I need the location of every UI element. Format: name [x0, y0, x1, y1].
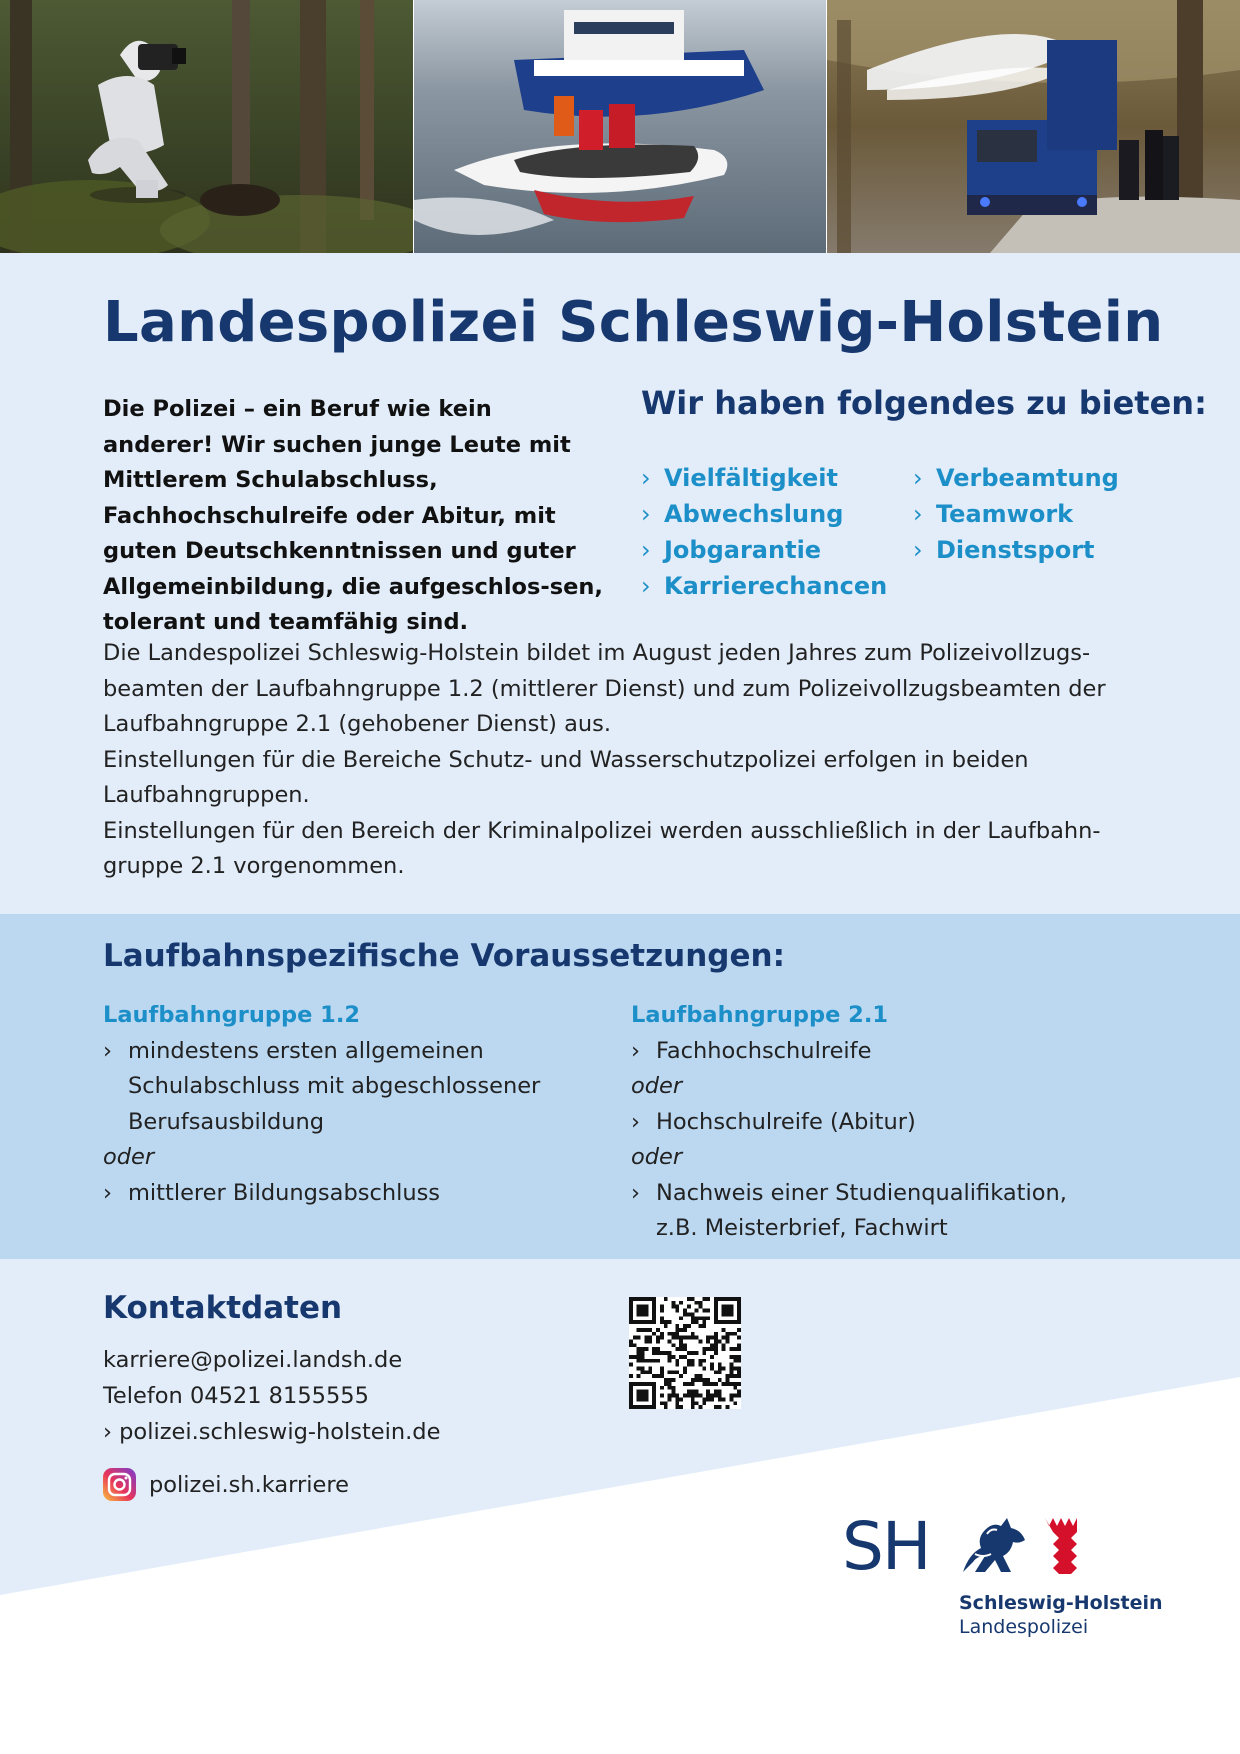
- instagram-icon: [103, 1468, 136, 1501]
- page-title: Landespolizei Schleswig-Holstein: [103, 290, 1164, 355]
- offer-item: › Vielfältigkeit: [641, 460, 887, 496]
- requirement-item: › Fachhochschulreife: [631, 1034, 1101, 1070]
- chevron-right-icon: ›: [913, 464, 923, 492]
- chevron-right-icon: ›: [913, 536, 923, 564]
- header-photo-strip: [0, 0, 1240, 253]
- phone-number: Telefon 04521 8155555: [103, 1383, 369, 1409]
- offer-title: Wir haben folgendes zu bieten:: [641, 384, 1207, 422]
- water-cannon-vehicle-photo: [826, 0, 1240, 253]
- body-paragraph: Einstellungen für den Bereich der Kriminalpolizei werden ausschließlich in der Laufbahn-gruppe 2.1 vorgenommen.: [103, 817, 1101, 879]
- instagram-link[interactable]: [103, 1468, 349, 1501]
- body-paragraph: Die Landespolizei Schleswig-Holstein bildet im August jeden Jahres zum Polizeivollzugs-beamten der Laufbahngruppe 1.2 (mittlerer Dienst) und zum Polizeivollzugsbeamten der Laufbahngruppe 2.1 (gehobener Dienst) aus.: [103, 640, 1106, 737]
- website-link[interactable]: › polizei.schleswig-holstein.de: [103, 1419, 441, 1445]
- contact-section: [0, 1259, 1240, 1754]
- contact-title: Kontaktdaten: [103, 1290, 343, 1326]
- chevron-right-icon: ›: [103, 1179, 112, 1206]
- requirement-item: › Hochschulreife (Abitur): [631, 1105, 1101, 1141]
- chevron-right-icon: ›: [641, 500, 651, 528]
- chevron-right-icon: ›: [631, 1108, 640, 1135]
- group-heading: Laufbahngruppe 1.2: [103, 1002, 361, 1028]
- group-heading: Laufbahngruppe 2.1: [631, 1002, 889, 1028]
- offer-list-left: [641, 460, 887, 604]
- logo-subtitle: Landespolizei: [959, 1616, 1089, 1638]
- requirements-group-1: [103, 998, 573, 1211]
- chevron-right-icon: ›: [641, 536, 651, 564]
- requirements-group-2: [631, 998, 1101, 1247]
- sh-landespolizei-logo: [842, 1508, 1163, 1642]
- oder-label: oder: [631, 1073, 683, 1099]
- offer-item: › Abwechslung: [641, 496, 887, 532]
- chevron-right-icon: ›: [641, 464, 651, 492]
- offer-list-right: [913, 460, 1119, 568]
- requirements-title: Laufbahnspezifische Voraussetzungen:: [103, 938, 785, 974]
- qr-code[interactable]: [629, 1297, 741, 1409]
- chevron-right-icon: ›: [103, 1037, 112, 1064]
- police-boat-photo: [413, 0, 827, 253]
- offer-item: › Verbeamtung: [913, 460, 1119, 496]
- chevron-right-icon: ›: [631, 1037, 640, 1064]
- offer-item: › Teamwork: [913, 496, 1119, 532]
- forensic-investigator-photo: [0, 0, 413, 253]
- chevron-right-icon: ›: [913, 500, 923, 528]
- offer-item: › Dienstsport: [913, 532, 1119, 568]
- oder-label: oder: [631, 1144, 683, 1170]
- chevron-right-icon: ›: [631, 1179, 640, 1206]
- requirement-item: › mittlerer Bildungsabschluss: [103, 1176, 573, 1212]
- oder-label: oder: [103, 1144, 155, 1170]
- email-link[interactable]: karriere@polizei.landsh.de: [103, 1347, 403, 1373]
- offer-item: › Karrierechancen: [641, 568, 887, 604]
- offer-item: › Jobgarantie: [641, 532, 887, 568]
- body-paragraph: Einstellungen für die Bereiche Schutz- und Wasserschutzpolizei erfolgen in beiden Laufbahngruppen.: [103, 746, 1029, 808]
- chevron-right-icon: ›: [641, 572, 651, 600]
- logo-sh-mark: SH: [842, 1508, 930, 1585]
- body-text: [103, 636, 1143, 885]
- logo-name: Schleswig-Holstein: [959, 1592, 1163, 1614]
- crest-icon: [957, 1514, 1092, 1584]
- contact-details: [103, 1342, 440, 1450]
- intro-text: Die Polizei – ein Beruf wie kein anderer! Wir suchen junge Leute mit Mittlerem Schulabschluss, Fachhochschulreife oder Abitur, mit guten Deutschkenntnissen und guter Allgemeinbildung, die aufgeschlos-sen, tolerant und teamfähig sind.: [103, 396, 603, 635]
- instagram-handle: polizei.sh.karriere: [149, 1471, 349, 1498]
- requirement-item: › Nachweis einer Studienqualifikation, z.B. Meisterbrief, Fachwirt: [631, 1176, 1101, 1247]
- requirement-item: › mindestens ersten allgemeinen Schulabschluss mit abgeschlossener Berufsausbildung: [103, 1034, 573, 1141]
